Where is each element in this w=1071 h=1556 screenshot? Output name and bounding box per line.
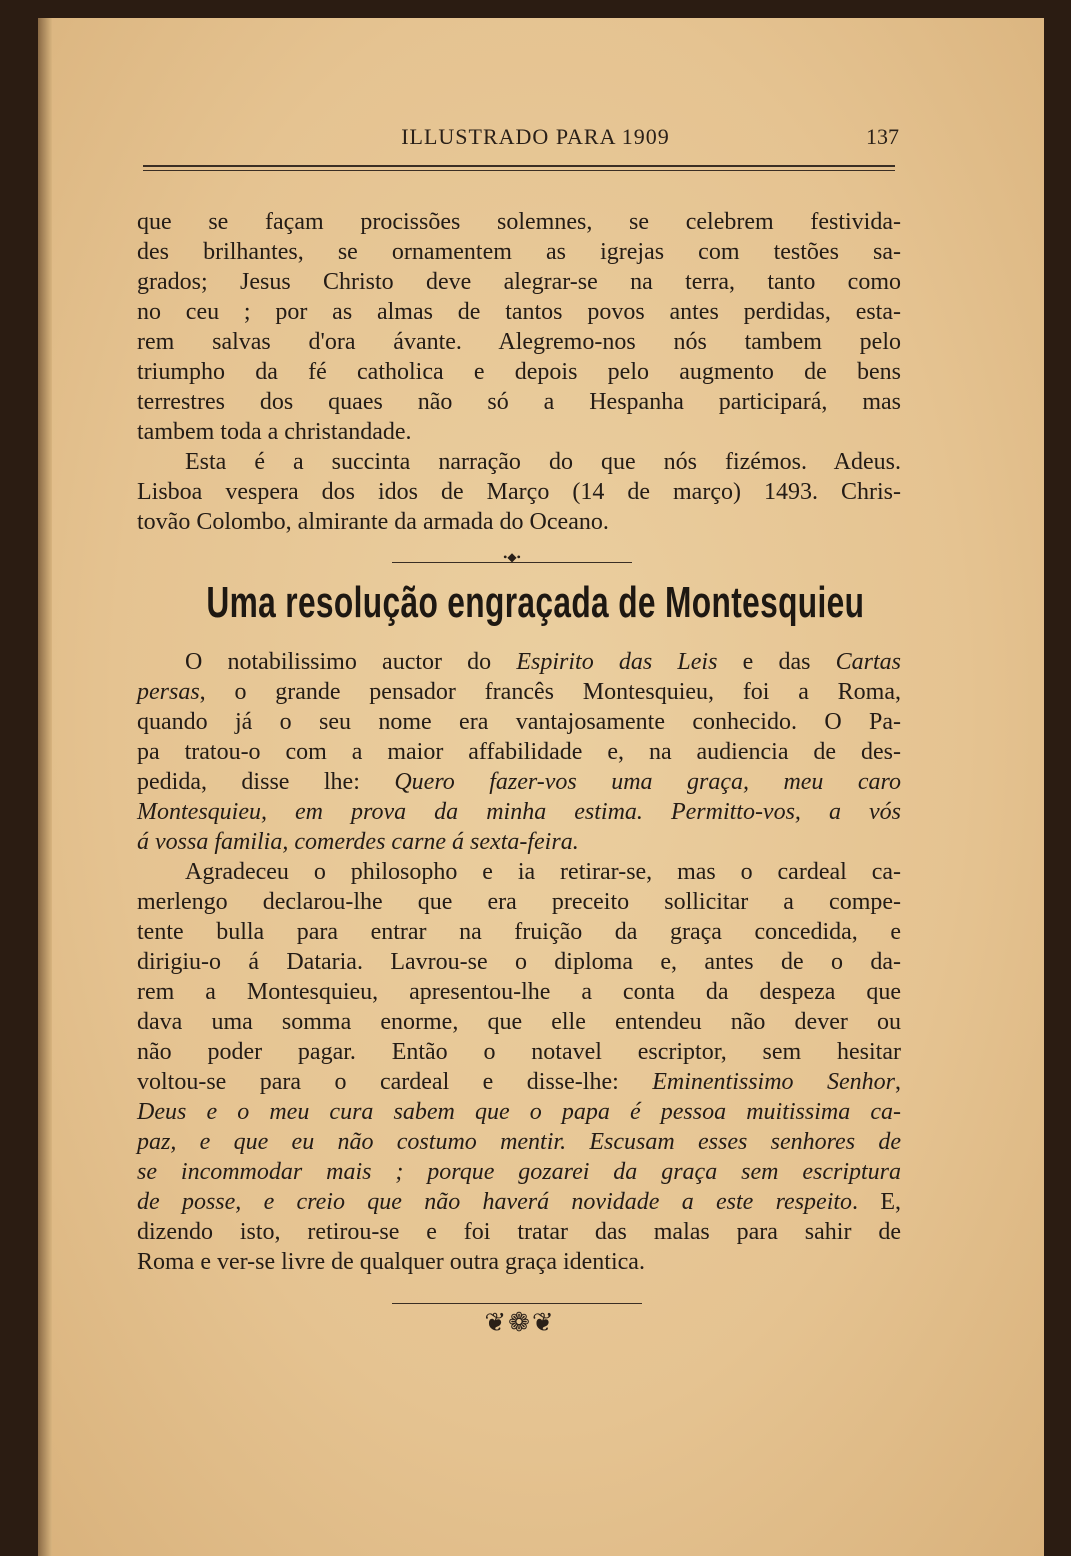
text-run: rem salvas d'ora ávante. Alegremo-nos nós tambem pelo [137, 329, 901, 355]
tailpiece-ornament: ❦❁❦ [484, 1308, 556, 1337]
text-run: pedida, disse lhe: [137, 769, 395, 795]
page-number: 137 [866, 124, 899, 149]
italic-text: persas [137, 679, 200, 705]
text-run: merlengo declarou-lhe que era preceito sollicitar a compe- [137, 889, 901, 915]
italic-text: de posse, e creio que não haverá novidade a este respeito [137, 1189, 853, 1215]
text-line [137, 947, 901, 977]
text-line [137, 827, 901, 857]
header-rule [143, 165, 895, 167]
italic-text: Eminentissimo Senhor [652, 1069, 895, 1095]
text-line [137, 237, 901, 267]
text-line [137, 1187, 901, 1217]
text-line [137, 387, 901, 417]
italic-text: á vossa familia, comerdes carne á sexta-feira. [137, 829, 579, 855]
text-run: grados; Jesus Christo deve alegrar-se na terra, tanto como [137, 269, 901, 295]
text-line [137, 647, 901, 677]
text-line [137, 677, 901, 707]
text-run: Lisboa vespera dos idos de Março (14 de março) 1493. Chris- [137, 479, 901, 505]
text-run: terrestres dos quaes não só a Hespanha participará, mas [137, 389, 901, 415]
page-gutter [38, 18, 52, 1556]
text-run: pa tratou-o com a maior affabilidade e, na audiencia de des- [137, 739, 901, 765]
text-run: tambem toda a christandade. [137, 419, 412, 445]
text-run: , o grande pensador francês Montesquieu, foi a Roma, [199, 679, 901, 705]
text-line [137, 417, 901, 447]
text-line [137, 1217, 901, 1247]
italic-text: Espirito das Leis [516, 649, 718, 675]
text-run: não poder pagar. Então o notavel escriptor, sem hesitar [137, 1039, 901, 1065]
text-line [137, 207, 901, 237]
text-run: e das [717, 649, 836, 675]
text-line [137, 707, 901, 737]
end-rule [392, 1303, 642, 1304]
divider-ornament: •◆• [503, 550, 521, 564]
italic-text: paz, e que eu não costumo mentir. Escusam esses senhores de [137, 1129, 901, 1155]
article-title: Uma resolução engraçada de Montesquieu [206, 578, 865, 627]
text-run: . E, [852, 1189, 901, 1215]
text-line [137, 917, 901, 947]
italic-text: Quero fazer-vos uma graça, meu caro [394, 769, 901, 795]
text-line [137, 887, 901, 917]
text-run: que se façam procissões solemnes, se celebrem festivida- [137, 209, 901, 235]
text-run: Esta é a succinta narração do que nós fizémos. Adeus. [185, 449, 901, 475]
continued-text [137, 207, 901, 537]
text-line [137, 1097, 901, 1127]
text-line [137, 977, 901, 1007]
text-run: des brilhantes, se ornamentem as igrejas com testões sa- [137, 239, 901, 265]
header-rule-thin [143, 170, 895, 171]
italic-text: Deus e o meu cura sabem que o papa é pessoa muitissima ca- [137, 1099, 901, 1125]
text-line [137, 737, 901, 767]
text-run: , [895, 1069, 901, 1095]
text-line [137, 357, 901, 387]
text-run: dizendo isto, retirou-se e foi tratar das malas para sahir de [137, 1219, 901, 1245]
text-line [137, 767, 901, 797]
text-run: dava uma somma enorme, que elle entendeu não dever ou [137, 1009, 901, 1035]
text-line [137, 1037, 901, 1067]
text-run: tovão Colombo, almirante da armada do Oceano. [137, 509, 609, 535]
text-line [137, 1127, 901, 1157]
text-line [137, 1157, 901, 1187]
running-header: ILLUSTRADO PARA 1909 [401, 124, 670, 149]
text-run: Roma e ver-se livre de qualquer outra graça identica. [137, 1249, 645, 1275]
text-line [137, 507, 901, 537]
text-line [137, 447, 901, 477]
text-line [137, 1067, 901, 1097]
text-line [137, 297, 901, 327]
text-line [137, 267, 901, 297]
text-run: no ceu ; por as almas de tantos povos antes perdidas, esta- [137, 299, 901, 325]
article-body [137, 647, 901, 1277]
italic-text: se incommodar mais ; porque gozarei da graça sem escriptura [137, 1159, 901, 1185]
text-run: tente bulla para entrar na fruição da graça concedida, e [137, 919, 901, 945]
italic-text: Cartas [835, 649, 901, 675]
text-run: O notabilissimo auctor do [185, 649, 517, 675]
text-run: triumpho da fé catholica e depois pelo augmento de bens [137, 359, 901, 385]
text-line [137, 857, 901, 887]
text-run: dirigiu-o á Dataria. Lavrou-se o diploma e, antes de o da- [137, 949, 901, 975]
text-run: rem a Montesquieu, apresentou-lhe a conta da despeza que [137, 979, 901, 1005]
text-line [137, 1247, 901, 1277]
text-run: voltou-se para o cardeal e disse-lhe: [137, 1069, 653, 1095]
text-line [137, 327, 901, 357]
text-line [137, 1007, 901, 1037]
text-run: quando já o seu nome era vantajosamente conhecido. O Pa- [137, 709, 901, 735]
text-line [137, 797, 901, 827]
text-line [137, 477, 901, 507]
italic-text: Montesquieu, em prova da minha estima. Permitto-vos, a vós [137, 799, 901, 825]
text-run: Agradeceu o philosopho e ia retirar-se, mas o cardeal ca- [185, 859, 901, 885]
